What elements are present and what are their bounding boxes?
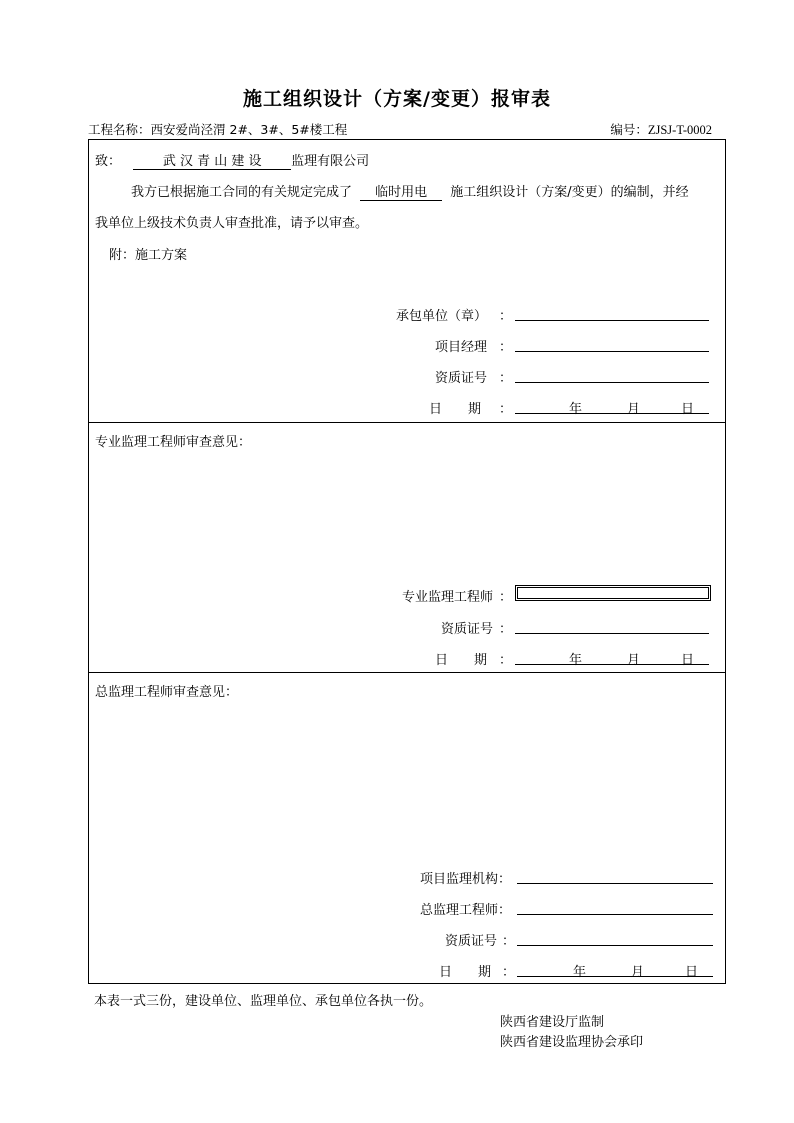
- colon: ：: [499, 590, 513, 605]
- project-name-value: 西安爱尚泾渭 2#、3#、5#楼工程: [150, 122, 348, 137]
- date-line: [515, 664, 709, 665]
- section-divider: [89, 672, 725, 673]
- copies-note: 本表一式三份，建设单位、监理单位、承包单位各执一份。: [94, 994, 433, 1009]
- qualification-number-line: [515, 633, 709, 634]
- project-manager-label: 项目经理: [434, 340, 487, 355]
- submission-paragraph-line2: 我单位上级技术负责人审查批准，请予以审查。: [95, 216, 369, 231]
- qualification-number-line: [517, 945, 713, 946]
- to-company: 武 汉 青 山 建 设: [133, 150, 291, 170]
- date-day: 日: [681, 653, 695, 668]
- date-day: 日: [685, 965, 699, 980]
- paragraph-text-a: 我方已根据施工合同的有关规定完成了: [131, 185, 353, 200]
- issuer-line1: 陕西省建设厅监制: [500, 1015, 605, 1030]
- contractor-unit-label: 承包单位（章）: [395, 309, 487, 324]
- scheme-name-field: 临时用电: [360, 181, 442, 201]
- qualification-number-label: 资质证号: [440, 622, 493, 637]
- contractor-unit-signature-line: [515, 320, 709, 321]
- to-label: 致：: [95, 154, 122, 169]
- colon: ：: [502, 934, 516, 949]
- supervising-engineer-signature-box: [515, 585, 711, 601]
- page-title: 施工组织设计（方案/变更）报审表: [243, 88, 551, 110]
- form-code-label: 编号：: [610, 122, 648, 137]
- colon: ：: [502, 965, 516, 980]
- date-line: [515, 413, 709, 414]
- supervision-org-signature-line: [517, 883, 713, 884]
- colon: ：: [499, 402, 513, 417]
- paragraph-text-b: 施工组织设计（方案/变更）的编制，并经: [450, 185, 689, 200]
- issuer-line2: 陕西省建设监理协会承印: [500, 1035, 644, 1050]
- date-label: 日 期: [429, 402, 482, 417]
- date-month: 月: [627, 402, 641, 417]
- attachment-line: 附：施工方案: [109, 248, 188, 263]
- form-table: [88, 139, 726, 984]
- chief-review-heading: 总监理工程师审查意见：: [95, 685, 239, 700]
- date-year: 年: [573, 965, 587, 980]
- colon: ：: [499, 653, 513, 668]
- supervising-engineer-label: 专业监理工程师: [401, 590, 493, 605]
- colon: ：: [499, 340, 513, 355]
- to-suffix: 监理有限公司: [291, 154, 370, 169]
- date-label: 日 期: [435, 653, 488, 668]
- date-day: 日: [681, 402, 695, 417]
- qualification-number-label: 资质证号: [444, 934, 497, 949]
- date-label: 日 期: [439, 965, 492, 980]
- submission-paragraph-line1: [131, 181, 689, 201]
- engineer-review-heading: 专业监理工程师审查意见：: [95, 435, 252, 450]
- date-year: 年: [569, 402, 583, 417]
- date-year: 年: [569, 653, 583, 668]
- colon: ：: [499, 371, 513, 386]
- date-line: [517, 976, 713, 977]
- project-manager-signature-line: [515, 351, 709, 352]
- colon: ：: [499, 309, 513, 324]
- colon: ：: [499, 622, 513, 637]
- date-month: 月: [631, 965, 645, 980]
- chief-engineer-label: 总监理工程师：: [419, 903, 511, 918]
- form-code-value: ZJSJ-T-0002: [647, 123, 712, 137]
- date-month: 月: [627, 653, 641, 668]
- chief-engineer-signature-line: [517, 914, 713, 915]
- section-divider: [89, 422, 725, 423]
- header-row: [88, 120, 726, 138]
- to-line: [95, 150, 369, 170]
- qualification-number-line: [515, 382, 709, 383]
- qualification-number-label: 资质证号: [434, 371, 487, 386]
- project-name-label: 工程名称：: [88, 122, 151, 137]
- form-code: [610, 120, 712, 138]
- supervision-org-label: 项目监理机构：: [419, 872, 511, 887]
